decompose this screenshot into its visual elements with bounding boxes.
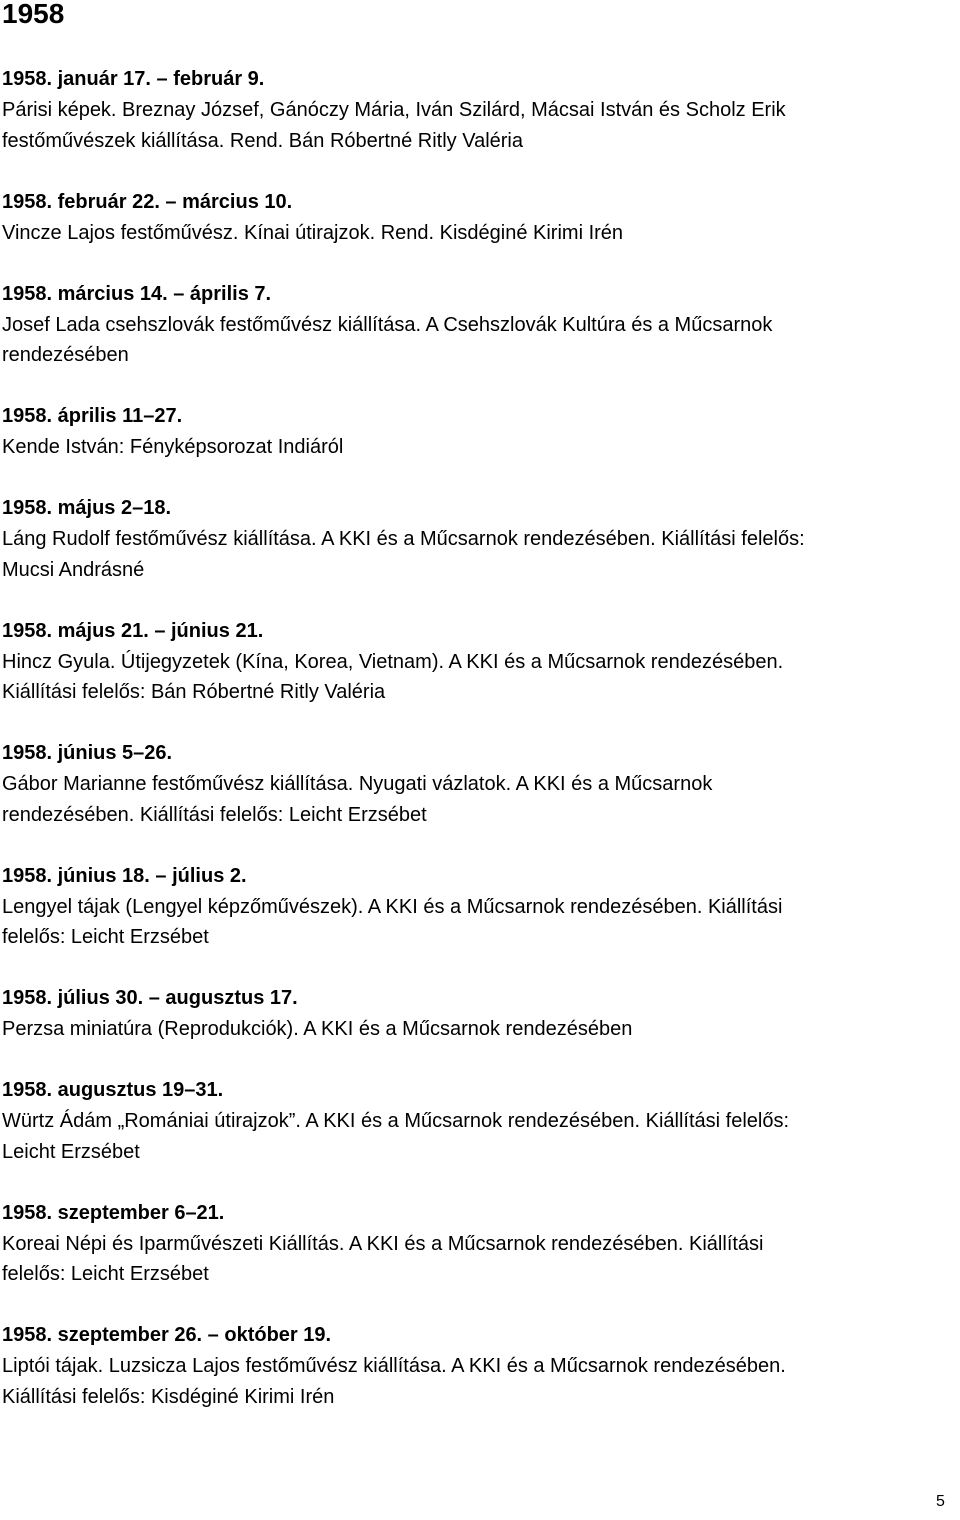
exhibition-date: 1958. június 5–26. <box>2 742 173 764</box>
exhibition-date: 1958. július 30. – augusztus 17. <box>2 987 298 1009</box>
exhibition-date: 1958. március 14. – április 7. <box>2 282 272 305</box>
exhibition-description: Lengyel tájak (Lengyel képzőművészek). A KKI és a Műcsarnok rendezésében. Kiállítási felelős: Leicht Erzsébet <box>2 895 783 948</box>
exhibition-date: 1958. május 2–18. <box>2 497 172 519</box>
exhibition-date: 1958. június 18. – július 2. <box>2 864 247 887</box>
exhibition-description: Gábor Marianne festőművész kiállítása. Nyugati vázlatok. A KKI és a Műcsarnok rendezésében. Kiállítási felelős: Leicht Erzsébet <box>2 773 713 826</box>
exhibition-entry <box>2 616 952 708</box>
exhibition-description: Perzsa miniatúra (Reprodukciók). A KKI és a Műcsarnok rendezésében <box>2 1018 633 1040</box>
exhibition-entry <box>2 1198 952 1290</box>
page-number: 5 <box>936 1493 945 1510</box>
exhibition-entry <box>2 493 952 585</box>
exhibition-date: 1958. május 21. – június 21. <box>2 619 264 642</box>
exhibition-date: 1958. április 11–27. <box>2 405 183 427</box>
exhibition-list <box>2 64 952 1443</box>
exhibition-entry <box>2 64 952 156</box>
exhibition-entry <box>2 983 952 1045</box>
exhibition-entry <box>2 279 952 371</box>
exhibition-date: 1958. január 17. – február 9. <box>2 68 265 90</box>
exhibition-description: Párisi képek. Breznay József, Gánóczy Mária, Iván Szilárd, Mácsai István és Scholz Erik festőművészek kiállítása. Rend. Bán Róbertné Ritly Valéria <box>2 99 786 152</box>
exhibition-entry <box>2 401 952 463</box>
exhibition-entry <box>2 1320 952 1412</box>
exhibition-description: Láng Rudolf festőművész kiállítása. A KKI és a Műcsarnok rendezésében. Kiállítási felelős: Mucsi Andrásné <box>2 528 805 581</box>
exhibition-description: Liptói tájak. Luzsicza Lajos festőművész kiállítása. A KKI és a Műcsarnok rendezésében. Kiállítási felelős: Kisdéginé Kirimi Irén <box>2 1355 786 1408</box>
exhibition-description: Würtz Ádám „Romániai útirajzok”. A KKI és a Műcsarnok rendezésében. Kiállítási felelős: Leicht Erzsébet <box>2 1110 790 1163</box>
exhibition-description: Koreai Népi és Iparművészeti Kiállítás. A KKI és a Műcsarnok rendezésében. Kiállítási felelős: Leicht Erzsébet <box>2 1232 764 1285</box>
exhibition-date: 1958. február 22. – március 10. <box>2 190 293 213</box>
exhibition-description: Josef Lada csehszlovák festőművész kiállítása. A Csehszlovák Kultúra és a Műcsarnok rendezésében <box>2 313 773 366</box>
exhibition-description: Vincze Lajos festőművész. Kínai útirajzok. Rend. Kisdéginé Kirimi Irén <box>2 221 624 244</box>
exhibition-entry <box>2 1075 952 1167</box>
exhibition-entry <box>2 861 952 953</box>
exhibition-date: 1958. augusztus 19–31. <box>2 1079 224 1101</box>
page-title: 1958 <box>2 0 65 29</box>
exhibition-description: Kende István: Fényképsorozat Indiáról <box>2 436 344 458</box>
exhibition-date: 1958. szeptember 6–21. <box>2 1201 225 1224</box>
exhibition-description: Hincz Gyula. Útijegyzetek (Kína, Korea, Vietnam). A KKI és a Műcsarnok rendezésében. Kiállítási felelős: Bán Róbertné Ritly Valéria <box>2 650 784 703</box>
exhibition-entry <box>2 187 952 249</box>
exhibition-date: 1958. szeptember 26. – október 19. <box>2 1324 332 1346</box>
exhibition-entry <box>2 738 952 830</box>
